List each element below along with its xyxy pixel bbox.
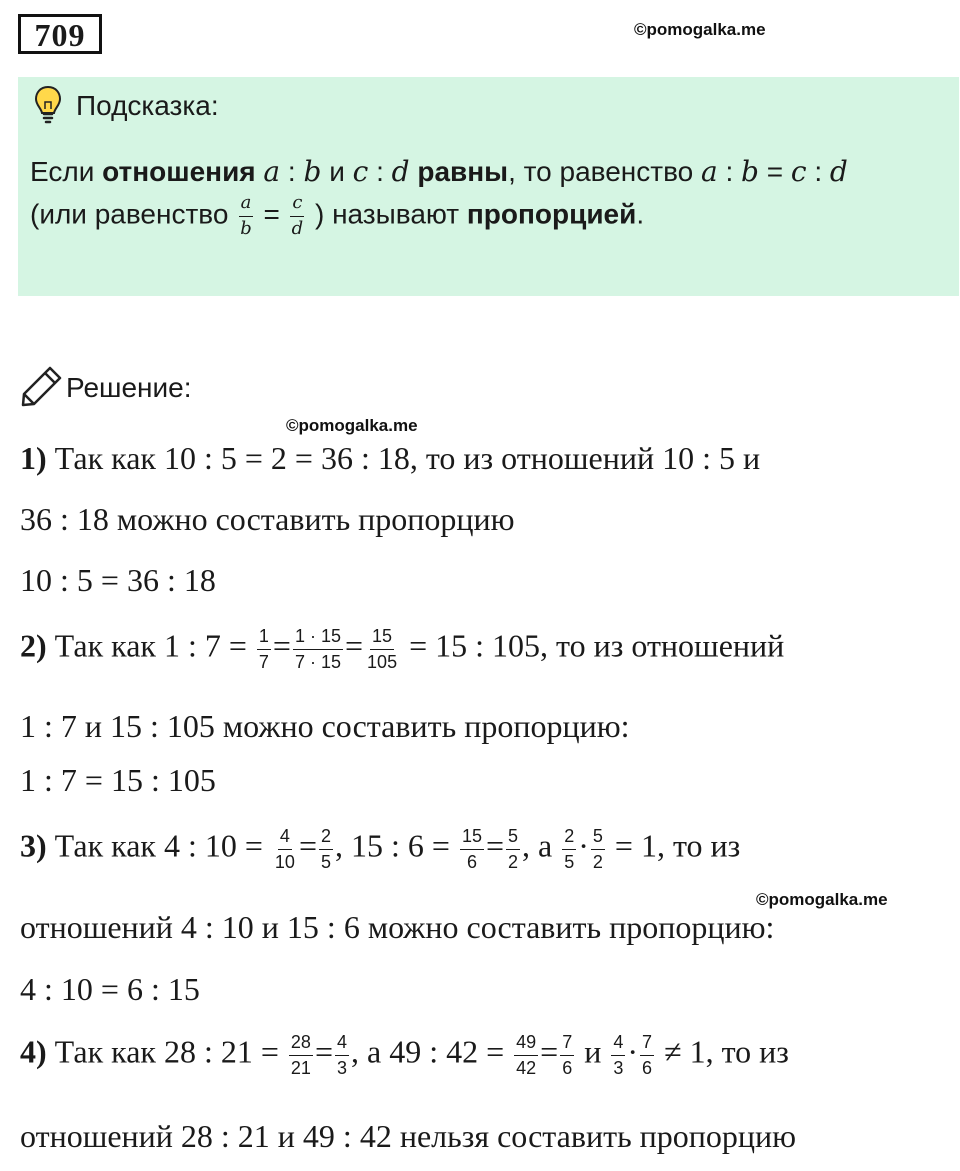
- step-3-line-3: 4 : 10 = 6 : 15: [20, 971, 200, 1007]
- step-1-line-1: 1) Так как 10 : 5 = 2 = 36 : 18, то из отношений 10 : 5 и: [20, 440, 761, 476]
- step-2-line-3: 1 : 7 = 15 : 105: [20, 762, 216, 798]
- pencil-icon: [20, 364, 64, 408]
- lightbulb-icon: [32, 84, 64, 126]
- step-4-line-2: отношений 28 : 21 и 49 : 42 нельзя составить пропорцию: [20, 1118, 797, 1154]
- solution-title: Решение:: [66, 372, 192, 403]
- problem-number: 709: [18, 14, 102, 54]
- step-1-line-2: 36 : 18 можно составить пропорцию: [20, 501, 515, 537]
- step-3-line-2: отношений 4 : 10 и 15 : 6 можно составить пропорцию:: [20, 909, 775, 945]
- watermark: ©pomogalka.me: [634, 20, 766, 39]
- step-1-line-3: 10 : 5 = 36 : 18: [20, 562, 216, 598]
- step-4-line-1: 4) Так как 28 : 21 = $\frac{28}{21}$ = $\frac{4}{3}$ , а 49 : 42 = $\frac{49}{42}$ = $\frac{7}{6}$ и $\frac{4}{3}$ · $\frac{7}{6}$ ≠ 1, то из: [20, 1032, 789, 1078]
- step-2-line-1: 2) Так как 1 : 7 = $\frac{1}{7}$ = $\frac{1 \cdot 15}{7 \cdot 15}$ = $\frac{15}{105}$ = 15 : 105, то из отношений: [20, 626, 785, 672]
- watermark: ©pomogalka.me: [756, 890, 888, 909]
- hint-title: Подсказка:: [76, 90, 219, 121]
- step-2-line-2: 1 : 7 и 15 : 105 можно составить пропорцию:: [20, 708, 630, 744]
- hint-line-2: (или равенство $\frac{a}{b}$ = $\frac{c}{d}$ ) называют пропорцией.: [30, 192, 645, 239]
- hint-line-1: Если отношения a : b и c : d равны, то равенство a : b = c : d: [30, 155, 848, 188]
- watermark: ©pomogalka.me: [286, 416, 418, 435]
- step-3-line-1: 3) Так как 4 : 10 = $\frac{4}{10}$ = $\frac{2}{5}$ , 15 : 6 = $\frac{15}{6}$ = $\frac{5}{2}$ , а $\frac{2}{5}$ · $\frac{5}{2}$ = 1, то из: [20, 826, 741, 872]
